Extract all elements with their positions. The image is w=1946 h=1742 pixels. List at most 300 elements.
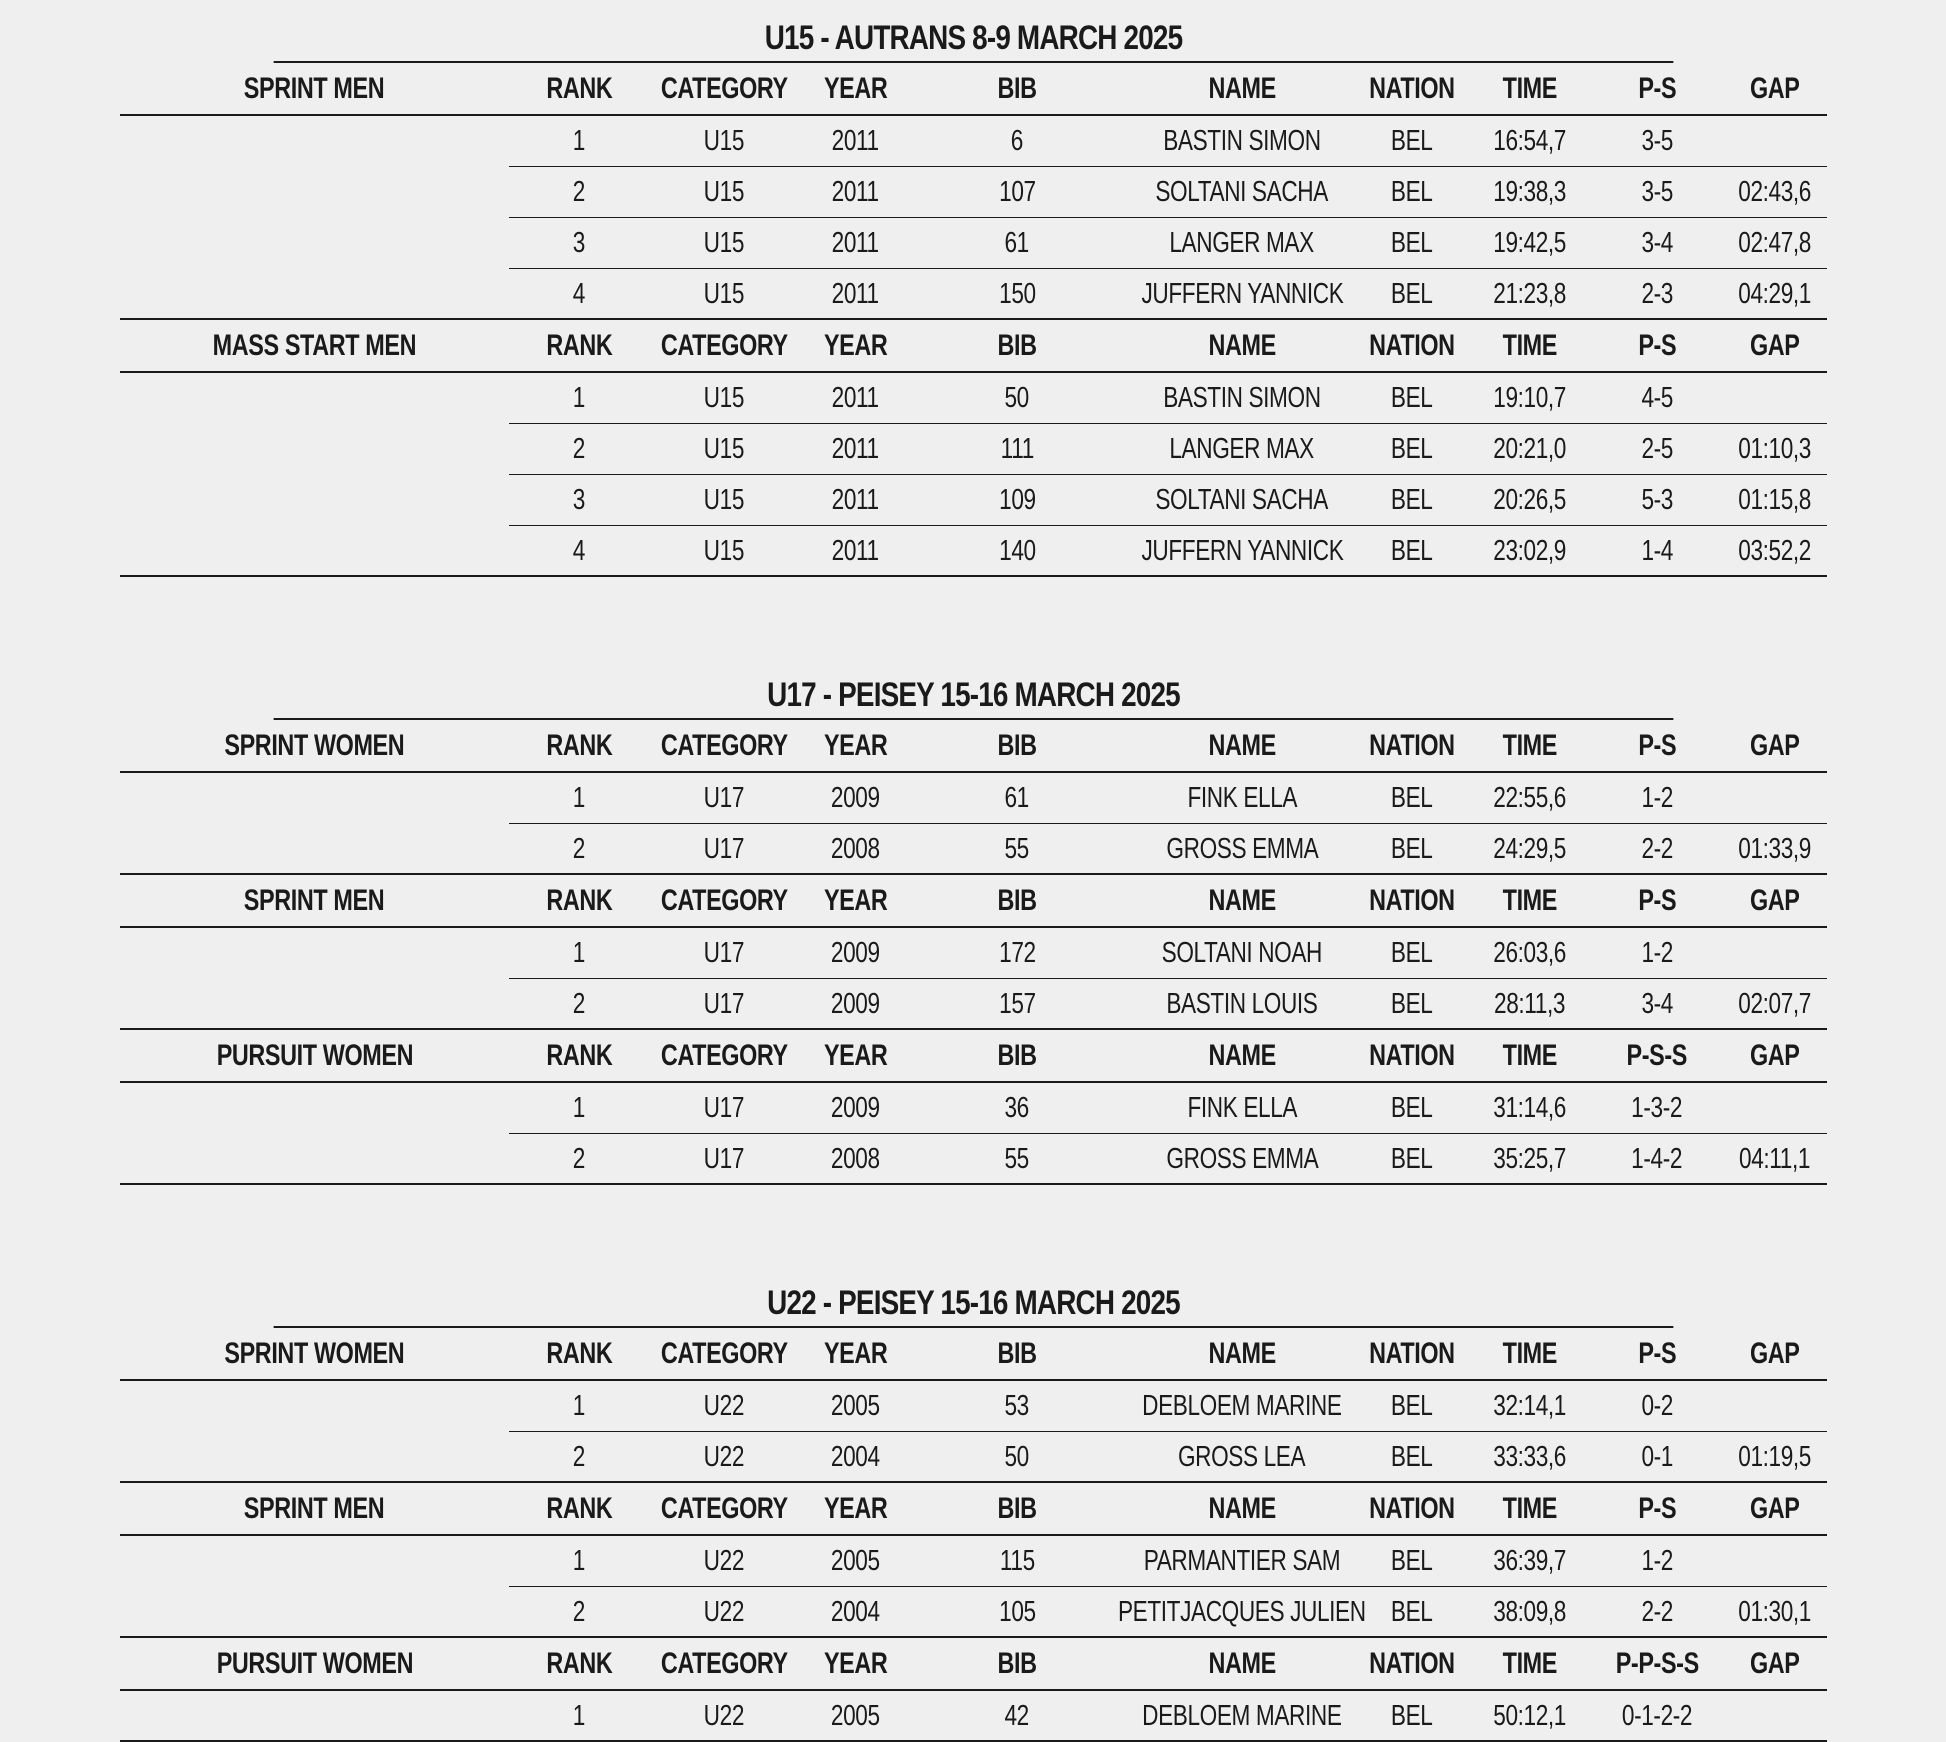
header-nation	[1362, 1638, 1462, 1689]
table-row	[120, 167, 1827, 218]
header-nation-text: NATION	[1369, 728, 1455, 762]
cell-bib-text: 55	[1004, 833, 1030, 865]
cell-time	[1462, 979, 1597, 1030]
results-section	[120, 0, 1827, 577]
cell-category-text: U15	[703, 176, 745, 208]
cell-year	[799, 1536, 912, 1587]
header-gap	[1717, 720, 1832, 771]
cell-bib	[912, 1691, 1122, 1742]
header-name	[1122, 720, 1362, 771]
cell-nation	[1362, 269, 1462, 320]
cell-rank	[509, 1536, 649, 1587]
event-name	[120, 1638, 509, 1689]
cell-name	[1122, 1134, 1362, 1185]
cell-category	[649, 116, 799, 167]
cell-time	[1462, 1134, 1597, 1185]
cell-shooting	[1597, 218, 1717, 269]
header-nation-text: NATION	[1369, 71, 1455, 105]
header-shooting-text: P-S-S	[1626, 1038, 1688, 1072]
cell-time-text: 16:54,7	[1493, 125, 1566, 157]
header-year	[799, 320, 912, 371]
table-header-row	[120, 720, 1827, 773]
cell-nation	[1362, 1587, 1462, 1638]
table-row	[120, 928, 1827, 979]
cell-category	[649, 979, 799, 1030]
cell-category	[649, 269, 799, 320]
cell-year-text: 2009	[831, 988, 880, 1020]
cell-category	[649, 424, 799, 475]
cell-name-text: DEBLOEM MARINE	[1142, 1700, 1342, 1732]
cell-year-text: 2004	[831, 1596, 880, 1628]
header-nation	[1362, 720, 1462, 771]
header-rank-text: RANK	[545, 1038, 613, 1072]
cell-time	[1462, 424, 1597, 475]
header-bib	[912, 1638, 1122, 1689]
cell-rank-text: 3	[572, 484, 586, 516]
header-name	[1122, 875, 1362, 926]
cell-nation	[1362, 824, 1462, 875]
header-shooting	[1597, 1638, 1717, 1689]
cell-category-text: U17	[703, 833, 745, 865]
header-nation-text: NATION	[1369, 1336, 1455, 1370]
cell-name	[1122, 1432, 1362, 1483]
cell-bib	[912, 1134, 1122, 1185]
header-bib	[912, 1328, 1122, 1379]
cell-name	[1122, 526, 1362, 577]
cell-year-text: 2011	[831, 176, 880, 208]
header-category-text: CATEGORY	[660, 1646, 788, 1680]
cell-time	[1462, 373, 1597, 424]
cell-year	[799, 1381, 912, 1432]
cell-shooting-text: 4-5	[1641, 382, 1673, 414]
header-year	[799, 720, 912, 771]
cell-category-text: U22	[703, 1596, 745, 1628]
cell-time-text: 23:02,9	[1493, 535, 1566, 567]
cell-year-text: 2011	[831, 125, 880, 157]
cell-nation	[1362, 475, 1462, 526]
header-name-text: NAME	[1208, 1336, 1276, 1370]
cell-time	[1462, 1381, 1597, 1432]
cell-gap	[1717, 424, 1832, 475]
header-category-text: CATEGORY	[660, 328, 788, 362]
header-year-text: YEAR	[823, 883, 888, 917]
cell-rank	[509, 1134, 649, 1185]
cell-shooting-text: 0-2	[1641, 1390, 1673, 1422]
cell-rank-text: 1	[572, 382, 586, 414]
cell-category-text: U15	[703, 535, 745, 567]
header-year-text: YEAR	[823, 1038, 888, 1072]
cell-name-text: GROSS LEA	[1178, 1441, 1306, 1473]
cell-rank	[509, 1432, 649, 1483]
cell-bib-text: 42	[1004, 1700, 1030, 1732]
cell-category-text: U15	[703, 382, 745, 414]
cell-time-text: 19:10,7	[1493, 382, 1566, 414]
header-category-text: CATEGORY	[660, 1336, 788, 1370]
cell-bib-text: 150	[998, 278, 1036, 310]
cell-name-text: BASTIN SIMON	[1163, 382, 1321, 414]
header-shooting	[1597, 875, 1717, 926]
cell-rank	[509, 424, 649, 475]
cell-gap-text: 04:29,1	[1738, 278, 1811, 310]
cell-time-text: 19:38,3	[1493, 176, 1566, 208]
cell-bib-text: 6	[1010, 125, 1024, 157]
table-row	[120, 979, 1827, 1030]
cell-rank-text: 1	[572, 782, 586, 814]
header-gap-text: GAP	[1749, 328, 1800, 362]
cell-category	[649, 1587, 799, 1638]
header-shooting-text: P-S	[1638, 883, 1676, 917]
cell-gap-text: 03:52,2	[1738, 535, 1811, 567]
cell-gap-text: 01:30,1	[1738, 1596, 1811, 1628]
cell-shooting-text: 5-3	[1641, 484, 1673, 516]
cell-nation	[1362, 928, 1462, 979]
cell-year-text: 2005	[831, 1545, 880, 1577]
cell-nation-text: BEL	[1391, 382, 1433, 414]
cell-name-text: JUFFERN YANNICK	[1141, 535, 1343, 567]
cell-category	[649, 1381, 799, 1432]
cell-bib-text: 157	[998, 988, 1036, 1020]
cell-nation-text: BEL	[1391, 937, 1433, 969]
cell-nation	[1362, 373, 1462, 424]
cell-name	[1122, 979, 1362, 1030]
table-row	[120, 1691, 1827, 1742]
cell-nation-text: BEL	[1391, 278, 1433, 310]
header-time-text: TIME	[1502, 328, 1557, 362]
event-name-text: SPRINT MEN	[244, 71, 385, 105]
header-shooting-text: P-S	[1638, 71, 1676, 105]
cell-rank	[509, 1381, 649, 1432]
cell-gap	[1717, 269, 1832, 320]
cell-name	[1122, 269, 1362, 320]
cell-category-text: U17	[703, 988, 745, 1020]
cell-nation	[1362, 167, 1462, 218]
cell-rank-text: 1	[572, 937, 586, 969]
cell-name-text: BASTIN LOUIS	[1166, 988, 1318, 1020]
header-rank-text: RANK	[545, 883, 613, 917]
cell-time	[1462, 1587, 1597, 1638]
header-nation	[1362, 320, 1462, 371]
header-time	[1462, 1638, 1597, 1689]
results-section	[120, 657, 1827, 1185]
cell-bib-text: 53	[1004, 1390, 1030, 1422]
header-nation	[1362, 1030, 1462, 1081]
cell-rank	[509, 526, 649, 577]
cell-gap	[1717, 1536, 1832, 1587]
header-rank	[509, 320, 649, 371]
event-name-text: SPRINT MEN	[244, 883, 385, 917]
cell-gap	[1717, 773, 1832, 824]
cell-gap	[1717, 1381, 1832, 1432]
cell-year	[799, 773, 912, 824]
cell-time	[1462, 1432, 1597, 1483]
cell-rank	[509, 928, 649, 979]
cell-gap	[1717, 218, 1832, 269]
cell-category	[649, 526, 799, 577]
cell-shooting	[1597, 1691, 1717, 1742]
cell-time	[1462, 475, 1597, 526]
cell-year	[799, 475, 912, 526]
header-category-text: CATEGORY	[660, 728, 788, 762]
cell-rank-text: 1	[572, 125, 586, 157]
header-gap-text: GAP	[1749, 1491, 1800, 1525]
header-rank-text: RANK	[545, 1646, 613, 1680]
cell-bib-text: 115	[999, 1545, 1035, 1577]
cell-gap-text: 02:47,8	[1738, 227, 1811, 259]
header-shooting-text: P-P-S-S	[1615, 1646, 1699, 1680]
header-gap-text: GAP	[1749, 1038, 1800, 1072]
header-name	[1122, 1328, 1362, 1379]
cell-gap-text: 01:10,3	[1738, 433, 1811, 465]
cell-rank	[509, 979, 649, 1030]
header-bib-text: BIB	[997, 883, 1037, 917]
header-bib-text: BIB	[997, 728, 1037, 762]
cell-gap	[1717, 526, 1832, 577]
cell-year-text: 2004	[831, 1441, 880, 1473]
cell-category-text: U17	[703, 1092, 745, 1124]
cell-time-text: 50:12,1	[1493, 1700, 1566, 1732]
header-bib	[912, 320, 1122, 371]
cell-shooting-text: 2-3	[1641, 278, 1673, 310]
cell-nation	[1362, 773, 1462, 824]
header-year	[799, 1638, 912, 1689]
cell-bib	[912, 1083, 1122, 1134]
header-rank-text: RANK	[545, 1491, 613, 1525]
cell-year-text: 2008	[831, 1143, 880, 1175]
cell-time-text: 36:39,7	[1493, 1545, 1566, 1577]
header-category	[649, 875, 799, 926]
cell-name-text: GROSS EMMA	[1166, 833, 1318, 865]
cell-time	[1462, 269, 1597, 320]
cell-year	[799, 116, 912, 167]
cell-time	[1462, 167, 1597, 218]
cell-time-text: 32:14,1	[1493, 1390, 1566, 1422]
header-category	[649, 720, 799, 771]
header-gap	[1717, 1030, 1832, 1081]
cell-shooting	[1597, 1083, 1717, 1134]
header-nation-text: NATION	[1369, 883, 1455, 917]
cell-name	[1122, 1536, 1362, 1587]
cell-bib-text: 61	[1004, 782, 1030, 814]
table-header-row	[120, 63, 1827, 116]
header-bib-text: BIB	[997, 1336, 1037, 1370]
cell-rank	[509, 116, 649, 167]
cell-time-text: 38:09,8	[1493, 1596, 1566, 1628]
cell-time	[1462, 1083, 1597, 1134]
cell-name	[1122, 373, 1362, 424]
cell-rank	[509, 773, 649, 824]
header-time-text: TIME	[1502, 728, 1557, 762]
cell-gap	[1717, 928, 1832, 979]
cell-year-text: 2011	[831, 484, 880, 516]
event-name-text: SPRINT WOMEN	[224, 728, 405, 762]
header-year-text: YEAR	[823, 1491, 888, 1525]
cell-category-text: U17	[703, 782, 745, 814]
header-shooting	[1597, 63, 1717, 114]
cell-year	[799, 1691, 912, 1742]
header-year	[799, 1030, 912, 1081]
header-bib	[912, 63, 1122, 114]
cell-shooting	[1597, 1536, 1717, 1587]
cell-name-text: JUFFERN YANNICK	[1141, 278, 1343, 310]
cell-shooting	[1597, 269, 1717, 320]
header-rank	[509, 1638, 649, 1689]
cell-year-text: 2009	[831, 782, 880, 814]
table-row	[120, 1083, 1827, 1134]
header-rank-text: RANK	[545, 71, 613, 105]
cell-shooting-text: 0-1-2-2	[1621, 1700, 1693, 1732]
table-row	[120, 526, 1827, 577]
table-header-row	[120, 1328, 1827, 1381]
event-name-text: SPRINT WOMEN	[224, 1336, 405, 1370]
cell-nation-text: BEL	[1391, 833, 1433, 865]
header-gap	[1717, 1483, 1832, 1534]
cell-rank	[509, 269, 649, 320]
header-rank	[509, 63, 649, 114]
cell-bib	[912, 218, 1122, 269]
cell-shooting-text: 1-4	[1641, 535, 1673, 567]
cell-rank	[509, 475, 649, 526]
cell-shooting-text: 1-3-2	[1631, 1092, 1683, 1124]
header-name	[1122, 63, 1362, 114]
header-gap	[1717, 320, 1832, 371]
header-category-text: CATEGORY	[660, 883, 788, 917]
cell-name	[1122, 218, 1362, 269]
header-rank	[509, 720, 649, 771]
cell-name-text: SOLTANI SACHA	[1155, 484, 1329, 516]
cell-year	[799, 269, 912, 320]
header-year	[799, 875, 912, 926]
cell-year	[799, 1083, 912, 1134]
event-name-text: PURSUIT WOMEN	[216, 1038, 413, 1072]
cell-year	[799, 167, 912, 218]
header-category	[649, 1328, 799, 1379]
cell-shooting	[1597, 824, 1717, 875]
cell-bib	[912, 1432, 1122, 1483]
header-bib-text: BIB	[997, 1491, 1037, 1525]
table-row	[120, 269, 1827, 320]
header-year-text: YEAR	[823, 71, 888, 105]
cell-time	[1462, 116, 1597, 167]
cell-shooting	[1597, 1432, 1717, 1483]
cell-year-text: 2011	[831, 278, 880, 310]
event-name	[120, 720, 509, 771]
header-bib-text: BIB	[997, 1038, 1037, 1072]
cell-year-text: 2011	[831, 433, 880, 465]
cell-name	[1122, 1083, 1362, 1134]
cell-gap	[1717, 167, 1832, 218]
cell-year-text: 2008	[831, 833, 880, 865]
cell-bib	[912, 824, 1122, 875]
cell-rank-text: 1	[572, 1092, 586, 1124]
cell-shooting-text: 0-1	[1641, 1441, 1673, 1473]
header-rank-text: RANK	[545, 328, 613, 362]
cell-shooting-text: 2-5	[1641, 433, 1673, 465]
cell-gap	[1717, 1691, 1832, 1742]
header-name-text: NAME	[1208, 71, 1276, 105]
event-name	[120, 1483, 509, 1534]
cell-name-text: DEBLOEM MARINE	[1142, 1390, 1342, 1422]
cell-nation	[1362, 1083, 1462, 1134]
cell-bib-text: 50	[1004, 1441, 1030, 1473]
cell-nation-text: BEL	[1391, 1596, 1433, 1628]
cell-shooting-text: 3-4	[1641, 988, 1673, 1020]
cell-time	[1462, 824, 1597, 875]
table-row	[120, 475, 1827, 526]
cell-year-text: 2011	[831, 382, 880, 414]
cell-nation-text: BEL	[1391, 1390, 1433, 1422]
header-category	[649, 1638, 799, 1689]
cell-time	[1462, 526, 1597, 577]
table-row	[120, 824, 1827, 875]
cell-shooting	[1597, 526, 1717, 577]
cell-rank-text: 2	[572, 1596, 586, 1628]
cell-bib	[912, 116, 1122, 167]
table-header-row	[120, 875, 1827, 928]
cell-name	[1122, 475, 1362, 526]
cell-bib-text: 50	[1004, 382, 1030, 414]
header-time	[1462, 1030, 1597, 1081]
header-gap	[1717, 1638, 1832, 1689]
cell-time-text: 35:25,7	[1493, 1143, 1566, 1175]
header-nation	[1362, 1328, 1462, 1379]
header-time	[1462, 875, 1597, 926]
header-category-text: CATEGORY	[660, 1491, 788, 1525]
cell-bib	[912, 373, 1122, 424]
header-rank-text: RANK	[545, 1336, 613, 1370]
cell-rank	[509, 373, 649, 424]
cell-category-text: U15	[703, 227, 745, 259]
header-nation	[1362, 875, 1462, 926]
cell-nation-text: BEL	[1391, 433, 1433, 465]
section-title: U15 - AUTRANS 8-9 MARCH 2025	[274, 0, 1674, 63]
header-name	[1122, 1638, 1362, 1689]
cell-bib-text: 109	[998, 484, 1036, 516]
header-rank	[509, 875, 649, 926]
event-name	[120, 1030, 509, 1081]
cell-time-text: 21:23,8	[1493, 278, 1566, 310]
cell-nation	[1362, 1134, 1462, 1185]
cell-year-text: 2009	[831, 937, 880, 969]
cell-category	[649, 218, 799, 269]
cell-nation	[1362, 1691, 1462, 1742]
table-row	[120, 116, 1827, 167]
cell-time	[1462, 1536, 1597, 1587]
header-time	[1462, 320, 1597, 371]
cell-year-text: 2009	[831, 1092, 880, 1124]
cell-name	[1122, 773, 1362, 824]
table-row	[120, 424, 1827, 475]
header-gap-text: GAP	[1749, 1646, 1800, 1680]
header-name	[1122, 1030, 1362, 1081]
cell-nation	[1362, 526, 1462, 577]
cell-bib	[912, 1536, 1122, 1587]
cell-rank-text: 2	[572, 1143, 586, 1175]
cell-gap-text: 02:07,7	[1738, 988, 1811, 1020]
cell-rank-text: 1	[572, 1545, 586, 1577]
header-bib	[912, 875, 1122, 926]
cell-bib-text: 172	[998, 937, 1036, 969]
cell-time-text: 24:29,5	[1493, 833, 1566, 865]
header-shooting	[1597, 1483, 1717, 1534]
header-bib-text: BIB	[997, 71, 1037, 105]
cell-bib-text: 140	[998, 535, 1036, 567]
cell-category	[649, 1691, 799, 1742]
header-bib	[912, 1030, 1122, 1081]
cell-shooting-text: 2-2	[1641, 833, 1673, 865]
header-nation-text: NATION	[1369, 1491, 1455, 1525]
cell-year	[799, 1587, 912, 1638]
cell-shooting	[1597, 773, 1717, 824]
